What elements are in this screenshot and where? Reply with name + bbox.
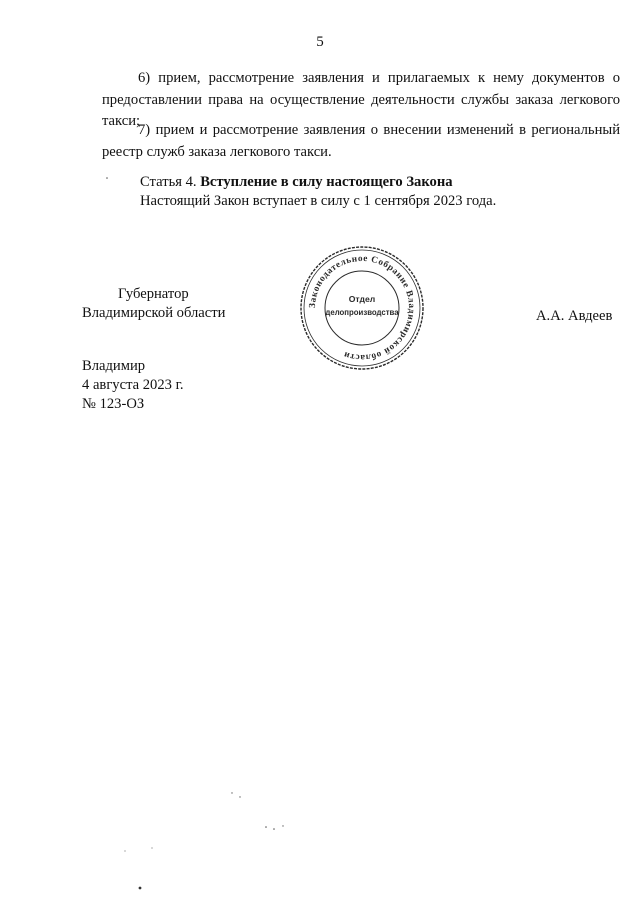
article-title: Вступление в силу настоящего Закона: [200, 174, 453, 190]
stamp-center-line1: Отдел: [348, 294, 376, 304]
list-item-6-number: 6): [138, 70, 151, 86]
article-body: Настоящий Закон вступает в силу с 1 сентября 2023 года.: [140, 193, 497, 209]
signatory-name: А.А. Авдеев: [536, 308, 613, 324]
signatory-position-line2: Владимирской области: [82, 305, 226, 321]
list-item-7-text: прием и рассмотрение заявления о внесении изменений в региональный реестр служб заказа легкового такси.: [102, 122, 620, 160]
list-item-6-text: прием, рассмотрение заявления и прилагаемых к нему документов о предоставлении права на осуществление деятельности службы заказа легкового такси;: [102, 70, 620, 129]
stamp-ring-text: Законодательное Собрание Владимирской области: [306, 252, 418, 364]
footer-law-number: № 123-ОЗ: [82, 396, 145, 412]
page-number: 5: [316, 34, 324, 50]
footer-city: Владимир: [82, 358, 146, 374]
footer-date: 4 августа 2023 г.: [82, 377, 184, 393]
article-label: Статья 4.: [140, 174, 197, 190]
stamp-center-line2: делопроизводства: [325, 308, 399, 317]
signatory-position-line1: Губернатор: [118, 286, 189, 302]
list-item-7-number: 7): [138, 122, 151, 138]
